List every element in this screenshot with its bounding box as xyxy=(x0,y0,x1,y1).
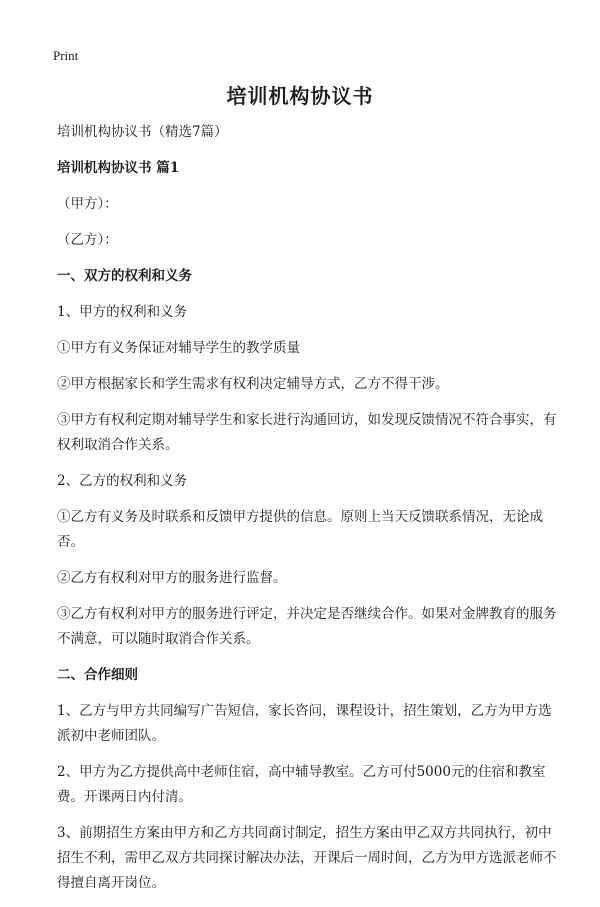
paragraph: ②甲方根据家长和学生需求有权利决定辅导方式，乙方不得干涉。 xyxy=(57,376,449,392)
print-link[interactable]: Print xyxy=(53,48,79,63)
paragraph: ①乙方有义务及时联系和反馈甲方提供的信息。原则上当天反馈联系情况，无论成否。 xyxy=(57,509,543,550)
document-title: 培训机构协议书 xyxy=(226,84,374,108)
section-heading-details: 二、合作细则 xyxy=(57,667,138,683)
paragraph: 1、甲方的权利和义务 xyxy=(57,304,188,320)
party-b-line: （乙方）： xyxy=(57,232,118,248)
doc-subtitle: 培训机构协议书（精选7篇） xyxy=(57,124,228,140)
section-heading-part1: 培训机构协议书 篇1 xyxy=(57,160,180,176)
party-a-line: （甲方）： xyxy=(57,196,118,212)
paragraph: ③乙方有权利对甲方的服务进行评定，并决定是否继续合作。如果对金牌教育的服务不满意，可以随时取消合作关系。 xyxy=(57,606,557,647)
paragraph: ②乙方有权利对甲方的服务进行监督。 xyxy=(57,570,287,586)
paragraph: 2、乙方的权利和义务 xyxy=(57,473,188,489)
paragraph: 1、乙方与甲方共同编写广告短信，家长咨问，课程设计，招生策划，乙方为甲方选派初中老师团队。 xyxy=(57,703,552,744)
paragraph: 3、前期招生方案由甲方和乙方共同商讨制定，招生方案由甲乙双方共同执行，初中招生不利，需甲乙双方共同探讨解决办法，开课后一周时间，乙方为甲方选派老师不得擅自离开岗位。 xyxy=(57,825,557,891)
section-heading-rights: 一、双方的权利和义务 xyxy=(57,268,192,284)
paragraph: ①甲方有义务保证对辅导学生的教学质量 xyxy=(57,340,300,356)
paragraph: 2、甲方为乙方提供高中老师住宿，高中辅导教室。乙方可付5000元的住宿和教室费。开课两日内付清。 xyxy=(57,764,546,805)
paragraph: ③甲方有权利定期对辅导学生和家长进行沟通回访，如发现反馈情况不符合事实，有权利取消合作关系。 xyxy=(57,412,557,453)
document-body xyxy=(57,120,557,907)
